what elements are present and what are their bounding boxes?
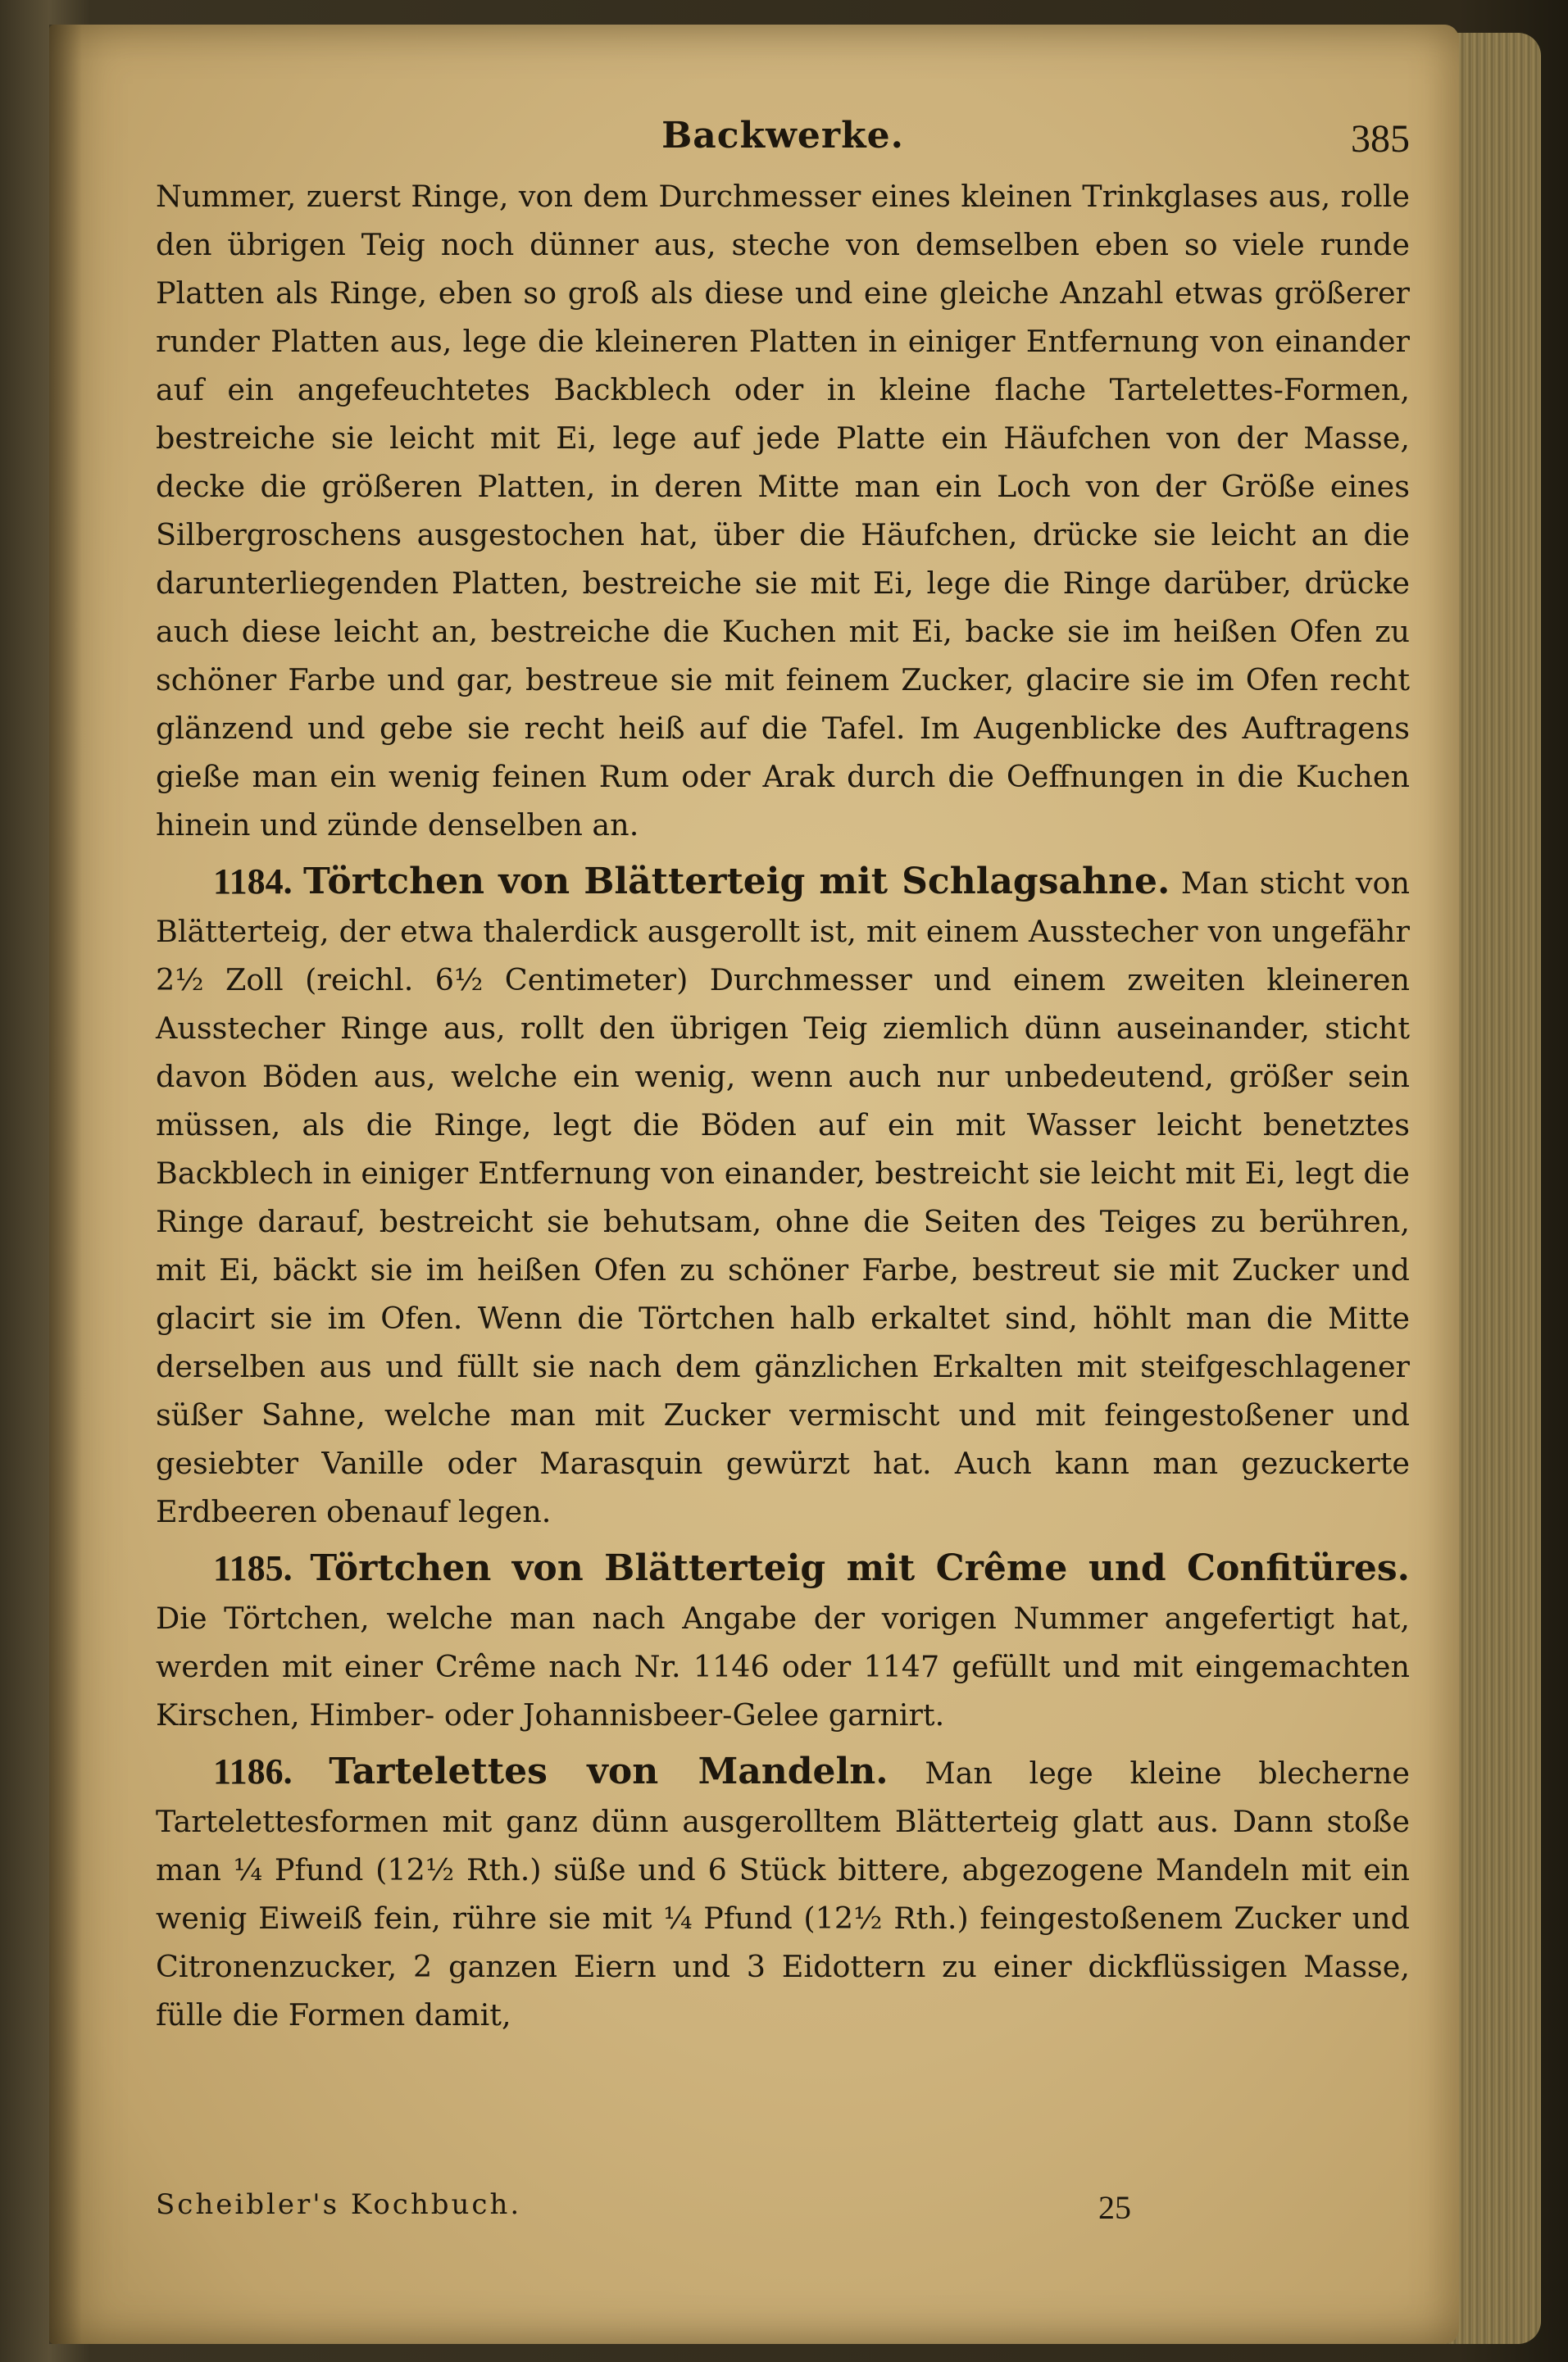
recipe-body: Man lege kleine blecherne Tartelettesformen mit ganz dünn ausgerolltem Blätterteig glatt aus. Dann stoße man ¼ Pfund (12½ Rth.) süße und 6 Stück bittere, abgezogene Mandeln mit ein wenig Eiweiß fein, rühre sie mit ¼ Pfund (12½ Rth.) feingestoßenem Zucker und Citronenzucker, 2 ganzen Eiern und 3 Eidottern zu einer dickflüssigen Masse, fülle die Formen damit, — [156, 1756, 1411, 2033]
recipe-1185 — [156, 1544, 1410, 1739]
signature-mark: 25 — [1098, 2189, 1131, 2226]
recipe-title: Törtchen von Blätterteig mit Schlagsahne. — [303, 861, 1170, 902]
recipe-number: 1185. — [213, 1548, 293, 1588]
page-gutter-shadow — [49, 25, 82, 2344]
recipe-number: 1186. — [213, 1751, 293, 1792]
recipe-body: Man sticht von Blätterteig, der etwa thalerdick ausgerollt ist, mit einem Ausstecher von ungefähr 2½ Zoll (reichl. 6½ Centimeter) Durchmesser und einem zweiten kleineren Ausstecher Ringe aus, rollt den übrigen Teig ziemlich dünn auseinander, sticht davon Böden aus, welche ein wenig, wenn auch nur unbedeutend, größer sein müssen, als die Ringe, legt die Böden auf ein mit Wasser leicht benetztes Backblech in einiger Entfernung von einander, bestreicht sie leicht mit Ei, legt die Ringe darauf, bestreicht sie behutsam, ohne die Seiten des Teiges zu berühren, mit Ei, bäckt sie im heißen Ofen zu schöner Farbe, bestreut sie mit Zucker und glacirt sie im Ofen. Wenn die Törtchen halb erkaltet sind, höhlt man die Mitte derselben aus und füllt sie nach dem gänzlichen Erkalten mit steifgeschlagener süßer Sahne, welche man mit Zucker vermischt und mit feingestoßener und gesiebter Vanille oder Marasquin gewürzt hat. Auch kann man gezuckerte Erdbeeren obenauf legen. — [156, 865, 1411, 1529]
page-number: 385 — [1351, 117, 1410, 161]
recipe-number: 1184. — [213, 861, 293, 902]
continued-paragraph: Nummer, zuerst Ringe, von dem Durchmesser eines kleinen Trinkglases aus, rolle den übrigen Teig noch dünner aus, steche von demselben eben so viele runde Platten als Ringe, eben so groß als diese und eine gleiche Anzahl etwas größerer runder Platten aus, lege die kleineren Platten in einiger Entfernung von einander auf ein angefeuchtetes Backblech oder in kleine flache Tartelettes-Formen, bestreiche sie leicht mit Ei, lege auf jede Platte ein Häufchen von der Masse, decke die größeren Platten, in deren Mitte man ein Loch von der Größe eines Silbergroschens ausgestochen hat, über die Häufchen, drücke sie leicht an die darunterliegenden Platten, bestreiche sie mit Ei, lege die Ringe darüber, drücke auch diese leicht an, bestreiche die Kuchen mit Ei, backe sie im heißen Ofen zu schöner Farbe und gar, bestreue sie mit feinem Zucker, glacire sie im Ofen recht glänzend und gebe sie recht heiß auf die Tafel. Im Augenblicke des Auftragens gieße man ein wenig feinen Rum oder Arak durch die Oeffnungen in die Kuchen hinein und zünde denselben an. — [156, 179, 1410, 843]
running-head — [156, 115, 1410, 172]
recipe-body: Die Törtchen, welche man nach Angabe der vorigen Nummer angefertigt hat, werden mit einer Crême nach Nr. 1146 oder 1147 gefüllt und mit eingemachten Kirschen, Himber- oder Johannisbeer-Gelee garnirt. — [156, 1601, 1410, 1733]
recipe-title: Törtchen von Blätterteig mit Crême und Confitüres. — [310, 1547, 1410, 1589]
recipe-1184 — [156, 857, 1410, 1536]
footer-book-title: Scheibler's Kochbuch. — [156, 2188, 522, 2221]
page-footer — [156, 2188, 1410, 2237]
page-content — [156, 115, 1410, 2039]
recipe-title: Tartelettes von Mandeln. — [329, 1751, 889, 1792]
running-head-title: Backwerke. — [661, 115, 904, 157]
recipe-1186 — [156, 1747, 1410, 2039]
